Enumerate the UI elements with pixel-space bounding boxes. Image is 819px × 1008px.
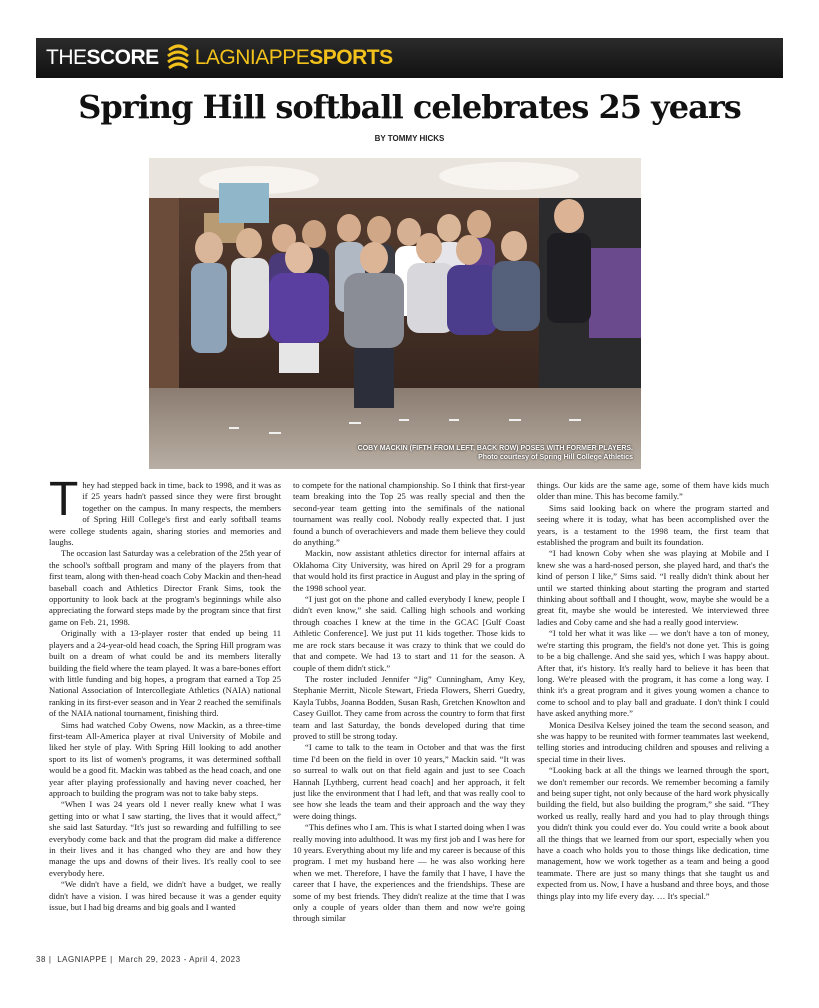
article-column-3	[537, 480, 769, 940]
paragraph: Originally with a 13-player roster that ended up being 11 players and a 24-year-old head coach, the Spring Hill program was built on a dream of what could be and its members literally building the field where the team played. It was a bare-bones effort with little funding and big hopes, a program that earned a Top 25 National Association of Intercollegiate Athletics (NAIA) national ranking in its first-ever season and in Year 2 reached the semifinals of the NAIA national tournament, finishing third.	[49, 628, 281, 719]
photo-caption: COBY MACKIN (FIFTH FROM LEFT, BACK ROW) POSES WITH FORMER PLAYERS.	[357, 445, 633, 452]
issue-dates: March 29, 2023 - April 4, 2023	[118, 955, 241, 964]
page-footer: 38 | LAGNIAPPE | March 29, 2023 - April 4, 2023	[36, 955, 241, 964]
paragraph: “We didn't have a field, we didn't have a budget, we really didn't have a vision. I was hired because it was a gender equity issue, but I had big dreams and big goals and I wanted	[49, 879, 281, 913]
masthead-the: THE	[46, 46, 87, 69]
byline: BY TOMMY HICKS	[374, 134, 445, 143]
paragraph: “I told her what it was like — we don't have a ton of money, we're starting this program, the field's not done yet. This is going to be a big challenge. And she said yes, which I was happy about. After that, it's history. It's really hard to believe it has been that long. We're pleased with the program, it has come a long way. I think it's a great program and it gives young women a chance to come to school and to play ball and graduate. I don't think I could have asked anything more.”	[537, 628, 769, 719]
headline: Spring Hill softball celebrates 25 years	[78, 88, 741, 126]
article-column-2	[293, 480, 525, 940]
page-number: 38	[36, 955, 46, 964]
swoosh-logo-icon	[165, 44, 191, 72]
paragraph	[49, 480, 281, 548]
photo-credit: Photo courtesy of Spring Hill College Athletics	[478, 454, 633, 461]
masthead-lagniappe: LAGNIAPPE	[194, 46, 310, 69]
publication-name: LAGNIAPPE	[57, 955, 108, 964]
team-photo	[149, 158, 641, 469]
team-photo-illustration	[149, 158, 641, 469]
paragraph: Monica Desilva Kelsey joined the team the second season, and she was happy to be reunited with former teammates last weekend, telling stories and introducing children and spouses and reliving a special time in their lives.	[537, 719, 769, 764]
paragraph: Mackin, now assistant athletics director for internal affairs at Oklahoma City University, was hired on April 29 for a program that would hold its first practice in August and play in the spring of the 1998 school year.	[293, 548, 525, 593]
paragraph: The roster included Jennifer “Jig” Cunningham, Amy Key, Stephanie Merritt, Nicole Stewart, Frieda Flowers, Sherri Guedry, Kayla Tubbs, Joanna Bodden, Susan Rash, Gretchen Knowlton and Casey Guillot. They came from across the country to form that first team and last Saturday, the bonds developed during that time proved to still be strong today.	[293, 673, 525, 741]
article-column-1	[49, 480, 281, 940]
paragraph: “I came to talk to the team in October and that was the first time I'd been on the field in over 10 years,” Mackin said. “It was so surreal to walk out on that field again and just to see Coach Hannah [Lythberg, current head coach] and her approach, it felt just like the environment that I had left, and that was really cool to see how she leads the team and their approach and the way they were doing things.	[293, 742, 525, 821]
paragraph: Sims said looking back on where the program started and seeing where it is today, what has been accomplished over the years, is a testament to the 1998 team, the first team that established the program and built its foundation.	[537, 502, 769, 548]
paragraph: “I had known Coby when she was playing at Mobile and I knew she was a hard-nosed person, she played hard, and that's the kind of person I like,” Sims said. “I really didn't think about her until we started thinking about starting the program and started thinking about softball and I thought, wow, maybe she would be a great fit, maybe she would be interested. We interviewed three ladies and Coby came and she had a really good interview.	[537, 548, 769, 627]
paragraph: to compete for the national championship. So I think that first-year team breaking into the Top 25 was really special and then the second-year team getting into the semifinals of the national tournament was really cool. Nobody really expected that. I just found a bunch of overachievers and made them believe they could do anything.”	[293, 480, 525, 548]
masthead-sports: SPORTS	[309, 46, 393, 69]
paragraph: “Looking back at all the things we learned through the sport, we don't remember our records. We remember becoming a family and being super tight, not only because of the hard work physically building the field, but also building the program,” she said. “They worked us really, really hard and you had to play through things you didn't think you could ever do. You could write a book about all the things that we learned from our sport, especially when you have a coach who holds you to those things like dedication, time management, how we work together as a team and being a good teammate. There are just so many things that she taught us and expected from us. Now, I have a husband and three boys, and those things play into my life every day. … It's special.”	[537, 765, 769, 901]
masthead-score: SCORE	[86, 46, 159, 69]
paragraph: “This defines who I am. This is what I started doing when I was really moving into adulthood. It was my first job and I was here for 10 years. Everything about my life and my career is because of this program. I met my husband here — he was also working here when we met. Therefore, I have the family that I have, I have the career that I have, the experiences and the friendships. These are some of my best friends. They didn't realize at the time that I was only a couple of years older than them and now we're going through similar	[293, 822, 525, 924]
paragraph: “When I was 24 years old I never really knew what I was getting into or what I saw starting, the lives that it would affect,” she said last Saturday. “It's just so rewarding and fulfilling to see everybody come back and that the program did make a difference in their lives and it has changed who they are and how they manage the ups and downs of their lives. It's really cool to see everybody here.	[49, 799, 281, 878]
drop-cap: T	[49, 480, 79, 526]
paragraph: things. Our kids are the same age, some of them have kids much older than mine. This has become family.”	[537, 480, 769, 502]
masthead	[36, 38, 783, 78]
paragraph: “I just got on the phone and called everybody I knew, people I didn't even know,” she said. Calling high schools and working through coaches I knew at the time in the GCAC [Gulf Coast Athletic Conference]. We just put 11 kids together. Those kids to me are rock stars because it was crazy to think that we could do that and compete. We had 13 to start and 11 for the season. A couple of them didn't stick.”	[293, 594, 525, 673]
paragraph: Sims had watched Coby Owens, now Mackin, as a three-time first-team All-America player at rival University of Mobile and liked her style of play. With Spring Hill looking to add another sport to its list of women's programs, it was determined softball would be a good fit. Mackin was tabbed as the head coach, and one year after playing professionally and having never coached, her approach to building the program was not to take baby steps.	[49, 719, 281, 798]
paragraph: The occasion last Saturday was a celebration of the 25th year of the school's softball program and many of the players from that first team, along with then-head coach Coby Mackin and then-head baseball coach and Athletics Director Frank Sims, took the opportunity to look back at the program's beginnings while also appreciating the forward steps made by the program since that first game on Feb. 21, 1998.	[49, 548, 281, 627]
paragraph-text: hey had stepped back in time, back to 1998, and it was as if 25 years hadn't passed since they were first brought together on the campus. In many respects, the members of Spring Hill College's first and early softball teams were college students again, sharing stories and memories and laughs.	[49, 480, 281, 548]
